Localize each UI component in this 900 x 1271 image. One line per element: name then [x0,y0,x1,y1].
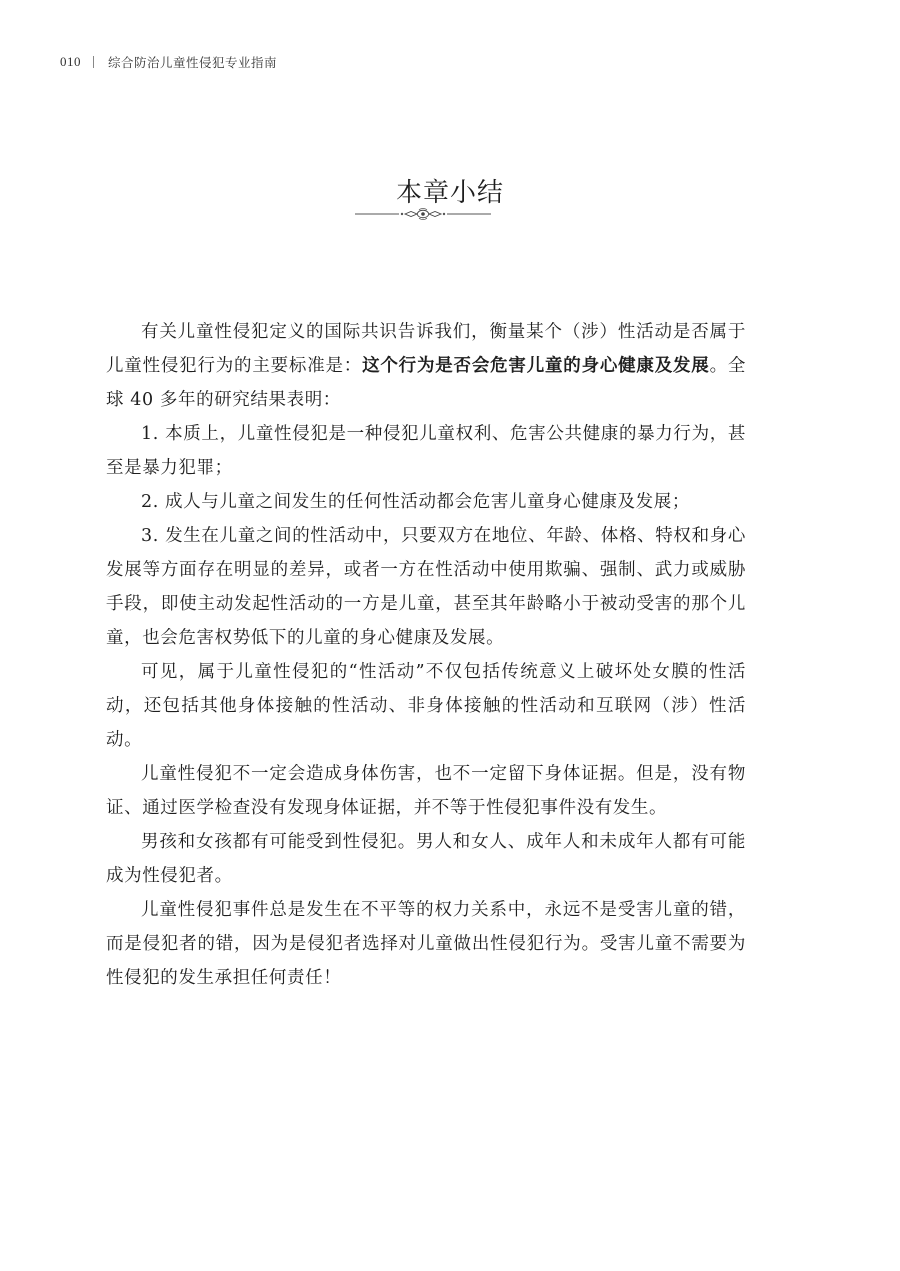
page-number: 010 [60,54,81,69]
intro-bold-text: 这个行为是否会危害儿童的身心健康及发展 [362,356,710,376]
intro-text: 有关儿童性侵犯定义的国际共识告诉我们，衡量某个（涉）性活动是否属于儿童性侵犯行为的主要标准是： [106,322,746,376]
paragraph-intro [106,315,746,417]
paragraph-responsibility: 儿童性侵犯事件总是发生在不平等的权力关系中，永远不是受害儿童的错，而是侵犯者的错，因为是侵犯者选择对儿童做出性侵犯行为。受害儿童不需要为性侵犯的发生承担任何责任！ [106,900,746,988]
header-divider [93,56,94,68]
book-title: 综合防治儿童性侵犯专业指南 [108,55,278,70]
paragraph-victims-offenders: 男孩和女孩都有可能受到性侵犯。男人和女人、成年人和未成年人都有可能成为性侵犯者。 [106,832,746,886]
paragraph-sexual-activity: 可见，属于儿童性侵犯的“性活动”不仅包括传统意义上破坏处女膜的性活动，还包括其他身体接触的性活动、非身体接触的性活动和互联网（涉）性活动。 [106,662,746,750]
summary-body [106,315,746,995]
ornament-divider-icon [355,205,491,223]
intro-text-end: 。全球 40 多年的研究结果表明： [106,356,747,410]
paragraph-point-2: 2. 成人与儿童之间发生的任何性活动都会危害儿童身心健康及发展； [141,492,690,512]
chapter-title: 本章小结 [395,178,504,208]
paragraph-point-3: 3. 发生在儿童之间的性活动中，只要双方在地位、年龄、体格、特权和身心发展等方面存在明显的差异，或者一方在性活动中使用欺骗、强制、武力或威胁手段，即使主动发起性活动的一方是儿童，甚至其年龄略小于被动受害的那个儿童，也会危害权势低下的儿童的身心健康及发展。 [106,526,746,648]
running-header [60,52,277,72]
paragraph-evidence: 儿童性侵犯不一定会造成身体伤害，也不一定留下身体证据。但是，没有物证、通过医学检查没有发现身体证据，并不等于性侵犯事件没有发生。 [106,764,746,818]
paragraph-point-1: 1. 本质上，儿童性侵犯是一种侵犯儿童权利、危害公共健康的暴力行为，甚至是暴力犯罪； [106,424,746,478]
